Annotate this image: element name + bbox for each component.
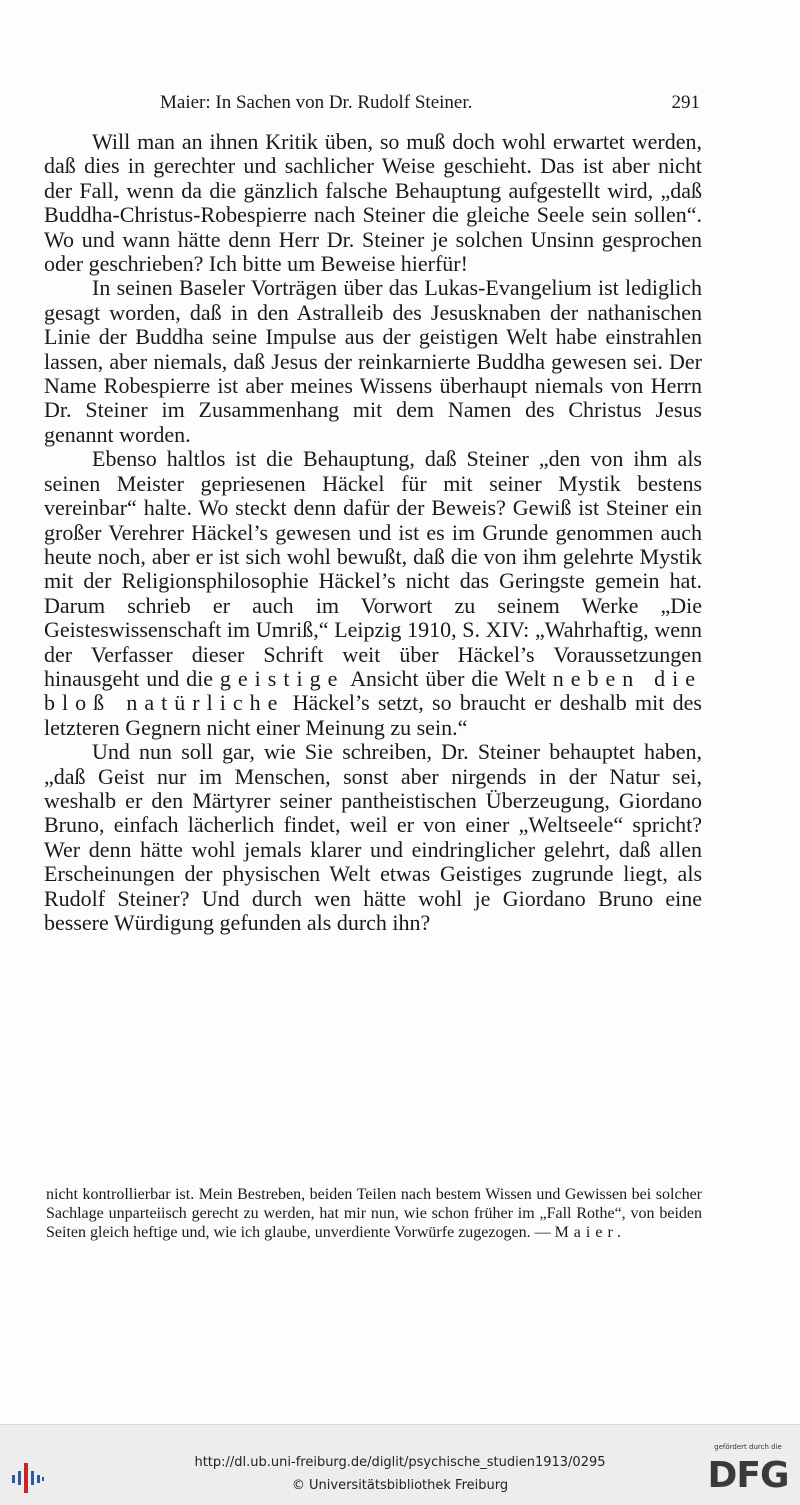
emphasis-geistige: geistige [219, 665, 345, 691]
main-text [44, 130, 702, 935]
viewer-footer [0, 1424, 800, 1505]
paragraph-3-part-c: Häckel’s setzt, so braucht er deshalb mit des letzteren Gegnern nicht einer Meinung zu sein.“ [44, 690, 702, 740]
paragraph-2: In seinen Baseler Vorträgen über das Lukas-Evangelium ist lediglich gesagt worden, daß in den Astralleib des Jesusknaben der nathanischen Linie der Buddha seine Impulse aus der geistigen Welt habe einstrahlen lassen, aber niemals, daß Jesus der reinkarnierte Buddha gewesen sei. Der Name Robespierre ist aber meines Wissens überhaupt niemals von Herrn Dr. Steiner im Zusammenhang mit dem Namen des Christus Jesus genannt worden. [44, 275, 702, 447]
paragraph-3-part-b: Ansicht über die Welt [350, 665, 546, 691]
paragraph-3-part-a: Ebenso haltlos ist die Behauptung, daß Steiner „den von ihm als seinen Meister gepriesenen Häckel für mit seiner Mystik bestens vereinbar“ halte. Wo steckt denn dafür der Beweis? Gewiß ist Steiner ein großer Verehrer Häckel’s gewesen und ist es im Grunde genommen auch heute noch, aber er ist sich wohl bewußt, daß die von ihm gelehrte Mystik mit der Religionsphilosophie Häckel’s nicht das Geringste gemein hat. Darum schrieb er auch im Vorwort zu seinem Werke „Die Geisteswissenschaft im Umriß,“ Leipzig 1910, S. XIV: „Wahrhaftig, wenn der Verfasser dieser Schrift weit über Häckel’s Voraussetzungen hinausgeht und die [44, 446, 702, 691]
copyright-notice: © Universitätsbibliothek Freiburg [291, 1478, 509, 1493]
footnote-author: Maier. [554, 1224, 626, 1241]
funder-block [700, 1443, 796, 1503]
running-title: Maier: In Sachen von Dr. Rudolf Steiner. [160, 92, 473, 113]
paragraph-3 [44, 447, 702, 740]
page-number: 291 [671, 92, 700, 113]
running-header [160, 90, 700, 116]
funder-note: gefördert durch die [714, 1443, 782, 1451]
dfg-logo: DFG [707, 1455, 789, 1496]
permalink-url[interactable]: http://dl.ub.uni-freiburg.de/diglit/psychische_studien1913/0295 [194, 1455, 606, 1470]
emphasis-neben-bloss-natuerliche: neben die bloß natürliche [44, 665, 702, 716]
paragraph-4: Und nun soll gar, wie Sie schreiben, Dr. Steiner behauptet haben, „daß Geist nur im Menschen, sonst aber nirgends in der Natur sei, weshalb er den Märtyrer seiner pantheistischen Überzeugung, Giordano Bruno, einfach lächerlich findet, weil er von einer „Weltseele“ spricht? Wer denn hätte wohl jemals klarer und eindringlicher gelehrt, daß allen Erscheinungen der physischen Welt etwas Geistiges zugrunde liegt, als Rudolf Steiner? Und durch wen hätte wohl je Giordano Bruno eine bessere Würdigung gefunden als durch ihn? [44, 739, 702, 935]
paragraph-1: Will man an ihnen Kritik üben, so muß doch wohl erwartet werden, daß dies in gerechter und sachlicher Weise geschieht. Das ist aber nicht der Fall, wenn da die gänzlich falsche Behauptung aufgestellt wird, „daß Buddha-Christus-Robespierre nach Steiner die gleiche Seele sein sollen“. Wo und wann hätte denn Herr Dr. Steiner je solchen Unsinn gesprochen oder geschrieben? Ich bitte um Beweise hierfür! [44, 129, 702, 277]
footnote [46, 1185, 702, 1242]
university-library-logo-icon [10, 1457, 46, 1497]
footnote-text: nicht kontrollierbar ist. Mein Bestreben, beiden Teilen nach bestem Wissen und Gewissen bei solcher Sachlage unparteiisch gerecht zu werden, hat mir nun, wie schon früher im „Fall Rothe“, von beiden Seiten gleich heftige und, wie ich glaube, unverdiente Vorwürfe zugezogen. — [46, 1186, 702, 1241]
